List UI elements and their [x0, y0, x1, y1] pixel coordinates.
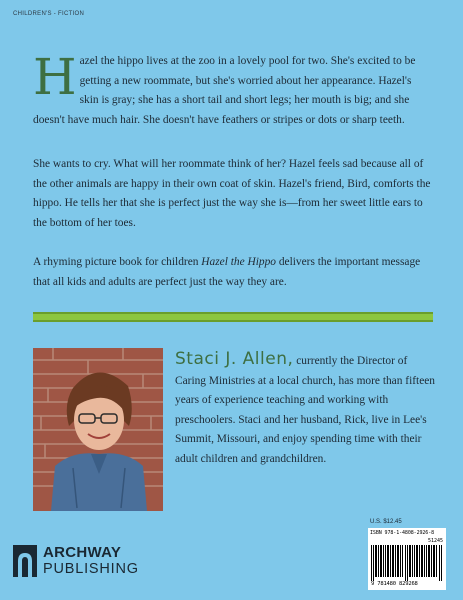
- green-divider: [33, 312, 433, 322]
- barcode-bars: [371, 545, 443, 581]
- price-code: 51245: [427, 538, 443, 544]
- synopsis-paragraph-3: [33, 253, 433, 292]
- synopsis-paragraph-2: She wants to cry. What will her roommate think of her? Hazel feels sad because all of the other animals are happy in their own coat of skin. Hazel's friend, Bird, comforts the hippo. He tells her that she is perfect just the way she is—from her sweet little ears to the bottom of her toes.: [33, 158, 431, 229]
- category-label: CHILDREN'S - FICTION: [13, 11, 85, 17]
- price-label: U.S. $12.45: [370, 519, 402, 525]
- synopsis-text-3b: delivers the important message that all kids and adults are perfect just the way they are.: [33, 256, 421, 288]
- isbn-barcode: [368, 528, 446, 590]
- archway-logo-icon: [13, 545, 37, 577]
- publisher-name-line2: PUBLISHING: [43, 561, 139, 577]
- drop-cap: H: [33, 48, 77, 106]
- publisher-logo: [13, 545, 153, 581]
- author-bio: [175, 350, 437, 469]
- synopsis-text-1: azel the hippo lives at the zoo in a lovely pool for two. She's excited to be getting a new roommate, but she's worried about her appearance. Hazel's skin is gray; she has a short tail and short legs; her mouth is big; and she doesn't have much hair. She doesn't have feathers or stripes or dots or sharp teeth.: [33, 55, 416, 126]
- synopsis-paragraph-1: [33, 48, 433, 130]
- barcode-number: 9 781480 829268: [371, 581, 418, 587]
- author-photo: [33, 348, 163, 511]
- author-bio-text: currently the Director of Caring Ministries at a local church, has more than fifteen years of experience teaching and working with preschoolers. Staci and her husband, Rick, live in Lee's Summit, Missouri, and enjoy spending time with their adult children and grandchildren.: [175, 355, 435, 465]
- isbn-label: ISBN 978-1-4808-2926-8: [370, 530, 435, 536]
- book-title: Hazel the Hippo: [201, 256, 276, 268]
- publisher-name-line1: ARCHWAY: [43, 544, 122, 561]
- synopsis-text-3a: A rhyming picture book for children: [33, 256, 202, 268]
- author-name: Staci J. Allen,: [175, 349, 294, 369]
